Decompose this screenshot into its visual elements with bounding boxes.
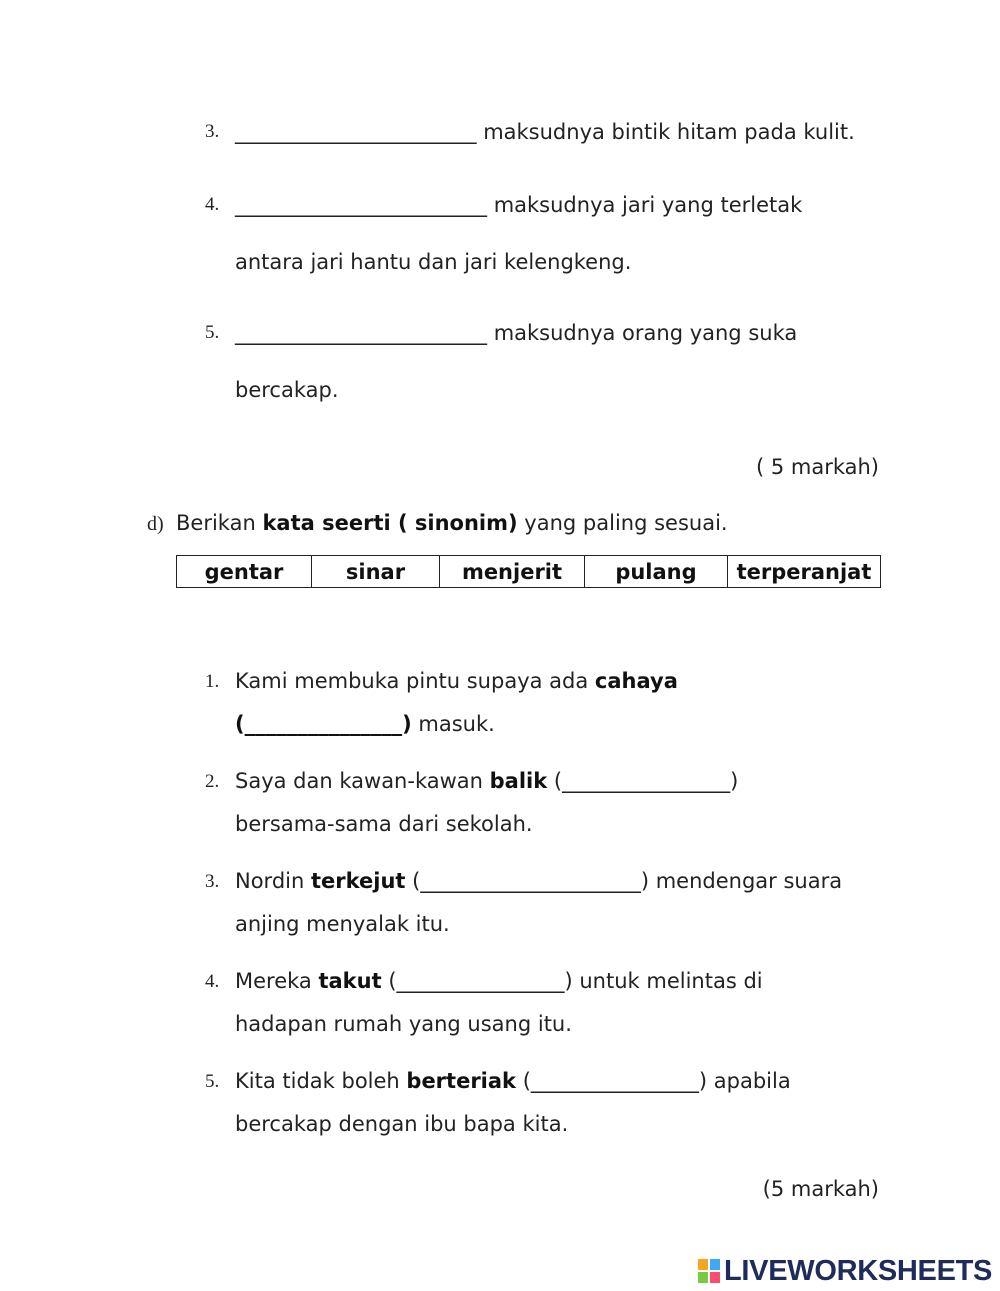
keyword: berteriak bbox=[406, 1069, 517, 1093]
word-bank-cell: gentar bbox=[177, 556, 312, 588]
question-continuation: bersama-sama dari sekolah. bbox=[235, 812, 533, 836]
question-continuation: bercakap dengan ibu bapa kita. bbox=[235, 1112, 569, 1136]
word-bank-row bbox=[177, 556, 881, 588]
question-continuation bbox=[235, 711, 495, 737]
keyword: balik bbox=[489, 769, 548, 793]
item-number: 4. bbox=[205, 971, 220, 992]
liveworksheets-logo bbox=[697, 1256, 992, 1286]
item-number: 5. bbox=[205, 322, 220, 343]
logo-square-icon bbox=[709, 1258, 721, 1271]
logo-square-icon bbox=[709, 1271, 721, 1284]
answer-blank[interactable]: (________________) apabila bbox=[516, 1069, 791, 1093]
definition-continuation: bercakap. bbox=[235, 378, 339, 402]
word-bank-cell: menjerit bbox=[440, 556, 585, 588]
definition-text: maksudnya bintik hitam pada kulit. bbox=[483, 120, 855, 144]
logo-square-icon bbox=[697, 1271, 709, 1284]
question-text: Saya dan kawan-kawan bbox=[235, 769, 490, 793]
word-bank-cell: terperanjat bbox=[728, 556, 881, 588]
definition-text: maksudnya jari yang terletak bbox=[493, 193, 803, 217]
word-bank-cell: sinar bbox=[312, 556, 440, 588]
answer-blank[interactable]: (_____________________) mendengar suara bbox=[405, 869, 843, 893]
item-number: 3. bbox=[205, 871, 220, 892]
answer-blank[interactable]: _______________________ bbox=[235, 120, 477, 144]
answer-blank[interactable]: (_______________) bbox=[235, 712, 412, 736]
part-d-marks: (5 markah) bbox=[762, 1177, 879, 1201]
question-continuation: anjing menyalak itu. bbox=[235, 912, 450, 936]
definition-item bbox=[235, 320, 797, 346]
section-letter: d) bbox=[147, 513, 164, 535]
item-number: 3. bbox=[205, 121, 220, 142]
section-instruction bbox=[176, 510, 728, 536]
question-continuation: hadapan rumah yang usang itu. bbox=[235, 1012, 572, 1036]
logo-square-icon bbox=[697, 1258, 709, 1271]
answer-blank[interactable]: (________________) bbox=[547, 769, 739, 793]
instruction-bold: kata seerti ( sinonim) bbox=[262, 511, 518, 535]
keyword: terkejut bbox=[310, 869, 406, 893]
question-text: Mereka bbox=[235, 969, 319, 993]
item-number: 1. bbox=[205, 671, 220, 692]
question-text: Kami membuka pintu supaya ada bbox=[235, 669, 595, 693]
item-number: 4. bbox=[205, 194, 220, 215]
definition-item bbox=[235, 119, 855, 145]
question-text: Nordin bbox=[235, 869, 311, 893]
definition-text: maksudnya orang yang suka bbox=[493, 321, 798, 345]
definition-item bbox=[235, 192, 802, 218]
instruction-post: yang paling sesuai. bbox=[517, 511, 728, 535]
answer-blank[interactable]: ________________________ bbox=[235, 193, 487, 217]
instruction-pre: Berikan bbox=[176, 511, 263, 535]
question-line bbox=[235, 1068, 791, 1094]
answer-blank[interactable]: ________________________ bbox=[235, 321, 487, 345]
item-number: 2. bbox=[205, 771, 220, 792]
keyword: takut bbox=[318, 969, 382, 993]
answer-blank[interactable]: (________________) untuk melintas di bbox=[381, 969, 763, 993]
question-text: masuk. bbox=[411, 712, 495, 736]
word-bank-table bbox=[176, 555, 881, 588]
item-number: 5. bbox=[205, 1071, 220, 1092]
question-text: Kita tidak boleh bbox=[235, 1069, 407, 1093]
part-c-marks: ( 5 markah) bbox=[755, 455, 879, 479]
question-line bbox=[235, 868, 842, 894]
logo-text: LIVEWORKSHEETS bbox=[724, 1255, 993, 1287]
word-bank-cell: pulang bbox=[585, 556, 728, 588]
definition-continuation: antara jari hantu dan jari kelengkeng. bbox=[235, 250, 632, 274]
keyword: cahaya bbox=[594, 669, 678, 693]
question-line bbox=[235, 768, 738, 794]
liveworksheets-logo-icon bbox=[697, 1258, 721, 1284]
question-line bbox=[235, 968, 763, 994]
question-line bbox=[235, 668, 678, 694]
